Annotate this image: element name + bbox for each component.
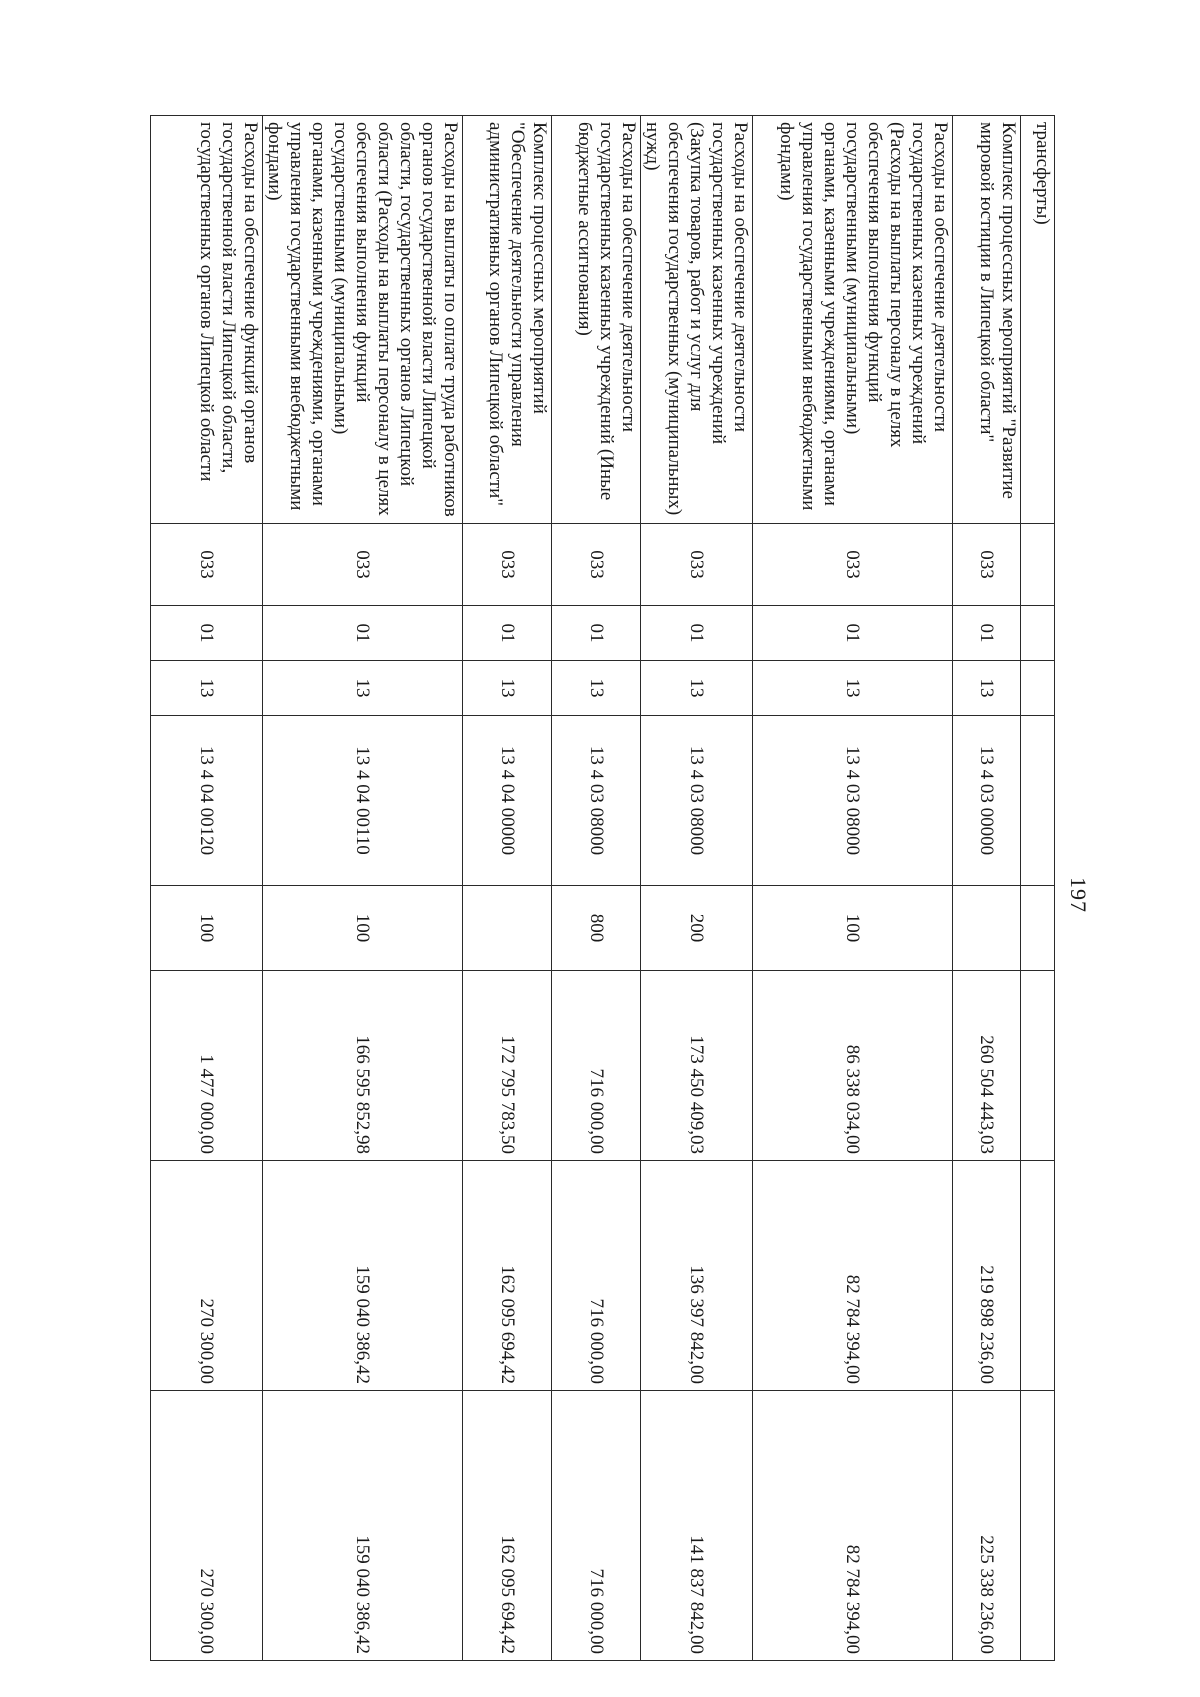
row-description: Комплекс процессных мероприятий "Развитие мировой юстиции в Липецкой области" — [953, 116, 1021, 524]
subsection-code: 13 — [552, 661, 641, 716]
section-code: 01 — [953, 606, 1021, 661]
rotated-page — [97, 115, 1097, 1660]
ministry-code: 033 — [463, 524, 552, 606]
amount-year-3: 141 837 842,00 — [641, 1391, 753, 1661]
section-code — [1021, 606, 1055, 661]
target-article-code: 13 4 04 00000 — [463, 716, 552, 886]
amount-year-3: 82 784 394,00 — [753, 1391, 953, 1661]
amount-year-2: 219 898 236,00 — [953, 1161, 1021, 1391]
amount-year-1: 173 450 409,03 — [641, 971, 753, 1161]
amount-year-1 — [1021, 971, 1055, 1161]
amount-year-1: 86 338 034,00 — [753, 971, 953, 1161]
table-row — [753, 116, 953, 1661]
target-article-code: 13 4 04 00120 — [151, 716, 263, 886]
table-row — [263, 116, 463, 1661]
amount-year-3 — [1021, 1391, 1055, 1661]
ministry-code — [1021, 524, 1055, 606]
table-row — [641, 116, 753, 1661]
row-description: Комплекс процессных мероприятий "Обеспечение деятельности управления административных органов Липецкой области" — [463, 116, 552, 524]
subsection-code: 13 — [463, 661, 552, 716]
amount-year-2 — [1021, 1161, 1055, 1391]
ministry-code: 033 — [263, 524, 463, 606]
amount-year-2: 716 000,00 — [552, 1161, 641, 1391]
page-number: 197 — [1066, 877, 1091, 913]
row-description: Расходы на обеспечение деятельности государственных казенных учреждений (Расходы на выплаты персоналу в целях обеспечения выполнения функций государственными (муниципальными) органами, казенными учреждениями, органами управления государственными внебюджетными фондами) — [753, 116, 953, 524]
expense-type-code: 100 — [263, 886, 463, 971]
section-code: 01 — [151, 606, 263, 661]
row-description: Расходы на обеспечение деятельности государственных казенных учреждений (Иные бюджетные ассигнования) — [552, 116, 641, 524]
amount-year-1: 260 504 443,03 — [953, 971, 1021, 1161]
row-description: трансферты) — [1021, 116, 1055, 524]
expense-type-code: 100 — [753, 886, 953, 971]
amount-year-3: 270 300,00 — [151, 1391, 263, 1661]
target-article-code: 13 4 03 08000 — [552, 716, 641, 886]
target-article-code: 13 4 04 00110 — [263, 716, 463, 886]
amount-year-2: 162 095 694,42 — [463, 1161, 552, 1391]
subsection-code: 13 — [263, 661, 463, 716]
amount-year-2: 270 300,00 — [151, 1161, 263, 1391]
amount-year-2: 136 397 842,00 — [641, 1161, 753, 1391]
expense-type-code: 800 — [552, 886, 641, 971]
subsection-code: 13 — [753, 661, 953, 716]
amount-year-3: 162 095 694,42 — [463, 1391, 552, 1661]
row-description: Расходы на обеспечение деятельности государственных казенных учреждений (Закупка товаров, работ и услуг для обеспечения государственных (муниципальных) нужд) — [641, 116, 753, 524]
table-row — [463, 116, 552, 1661]
amount-year-2: 159 040 386,42 — [263, 1161, 463, 1391]
row-description: Расходы на выплаты по оплате труда работников органов государственной власти Липецкой области, государственных органов Липецкой области (Расходы на выплаты персоналу в целях обеспечения выполнения функций государственными (муниципальными) органами, казенными учреждениями, органами управления государственными внебюджетными фондами) — [263, 116, 463, 524]
expense-type-code — [463, 886, 552, 971]
subsection-code: 13 — [151, 661, 263, 716]
expense-type-code: 200 — [641, 886, 753, 971]
amount-year-3: 159 040 386,42 — [263, 1391, 463, 1661]
row-description: Расходы на обеспечение функций органов государственной власти Липецкой области, государственных органов Липецкой области — [151, 116, 263, 524]
subsection-code: 13 — [953, 661, 1021, 716]
expense-type-code: 100 — [151, 886, 263, 971]
amount-year-1: 166 595 852,98 — [263, 971, 463, 1161]
ministry-code: 033 — [641, 524, 753, 606]
subsection-code — [1021, 661, 1055, 716]
amount-year-1: 1 477 000,00 — [151, 971, 263, 1161]
section-code: 01 — [552, 606, 641, 661]
section-code: 01 — [463, 606, 552, 661]
table-row — [1021, 116, 1055, 1661]
ministry-code: 033 — [552, 524, 641, 606]
amount-year-1: 172 795 783,50 — [463, 971, 552, 1161]
target-article-code: 13 4 03 08000 — [753, 716, 953, 886]
ministry-code: 033 — [953, 524, 1021, 606]
ministry-code: 033 — [151, 524, 263, 606]
section-code: 01 — [753, 606, 953, 661]
amount-year-2: 82 784 394,00 — [753, 1161, 953, 1391]
table-row — [151, 116, 263, 1661]
amount-year-3: 716 000,00 — [552, 1391, 641, 1661]
expense-type-code — [1021, 886, 1055, 971]
expense-type-code — [953, 886, 1021, 971]
section-code: 01 — [641, 606, 753, 661]
budget-table — [150, 115, 1055, 1661]
target-article-code: 13 4 03 08000 — [641, 716, 753, 886]
amount-year-3: 225 338 236,00 — [953, 1391, 1021, 1661]
target-article-code: 13 4 03 00000 — [953, 716, 1021, 886]
subsection-code: 13 — [641, 661, 753, 716]
table-row — [552, 116, 641, 1661]
amount-year-1: 716 000,00 — [552, 971, 641, 1161]
section-code: 01 — [263, 606, 463, 661]
ministry-code: 033 — [753, 524, 953, 606]
target-article-code — [1021, 716, 1055, 886]
table-row — [953, 116, 1021, 1661]
